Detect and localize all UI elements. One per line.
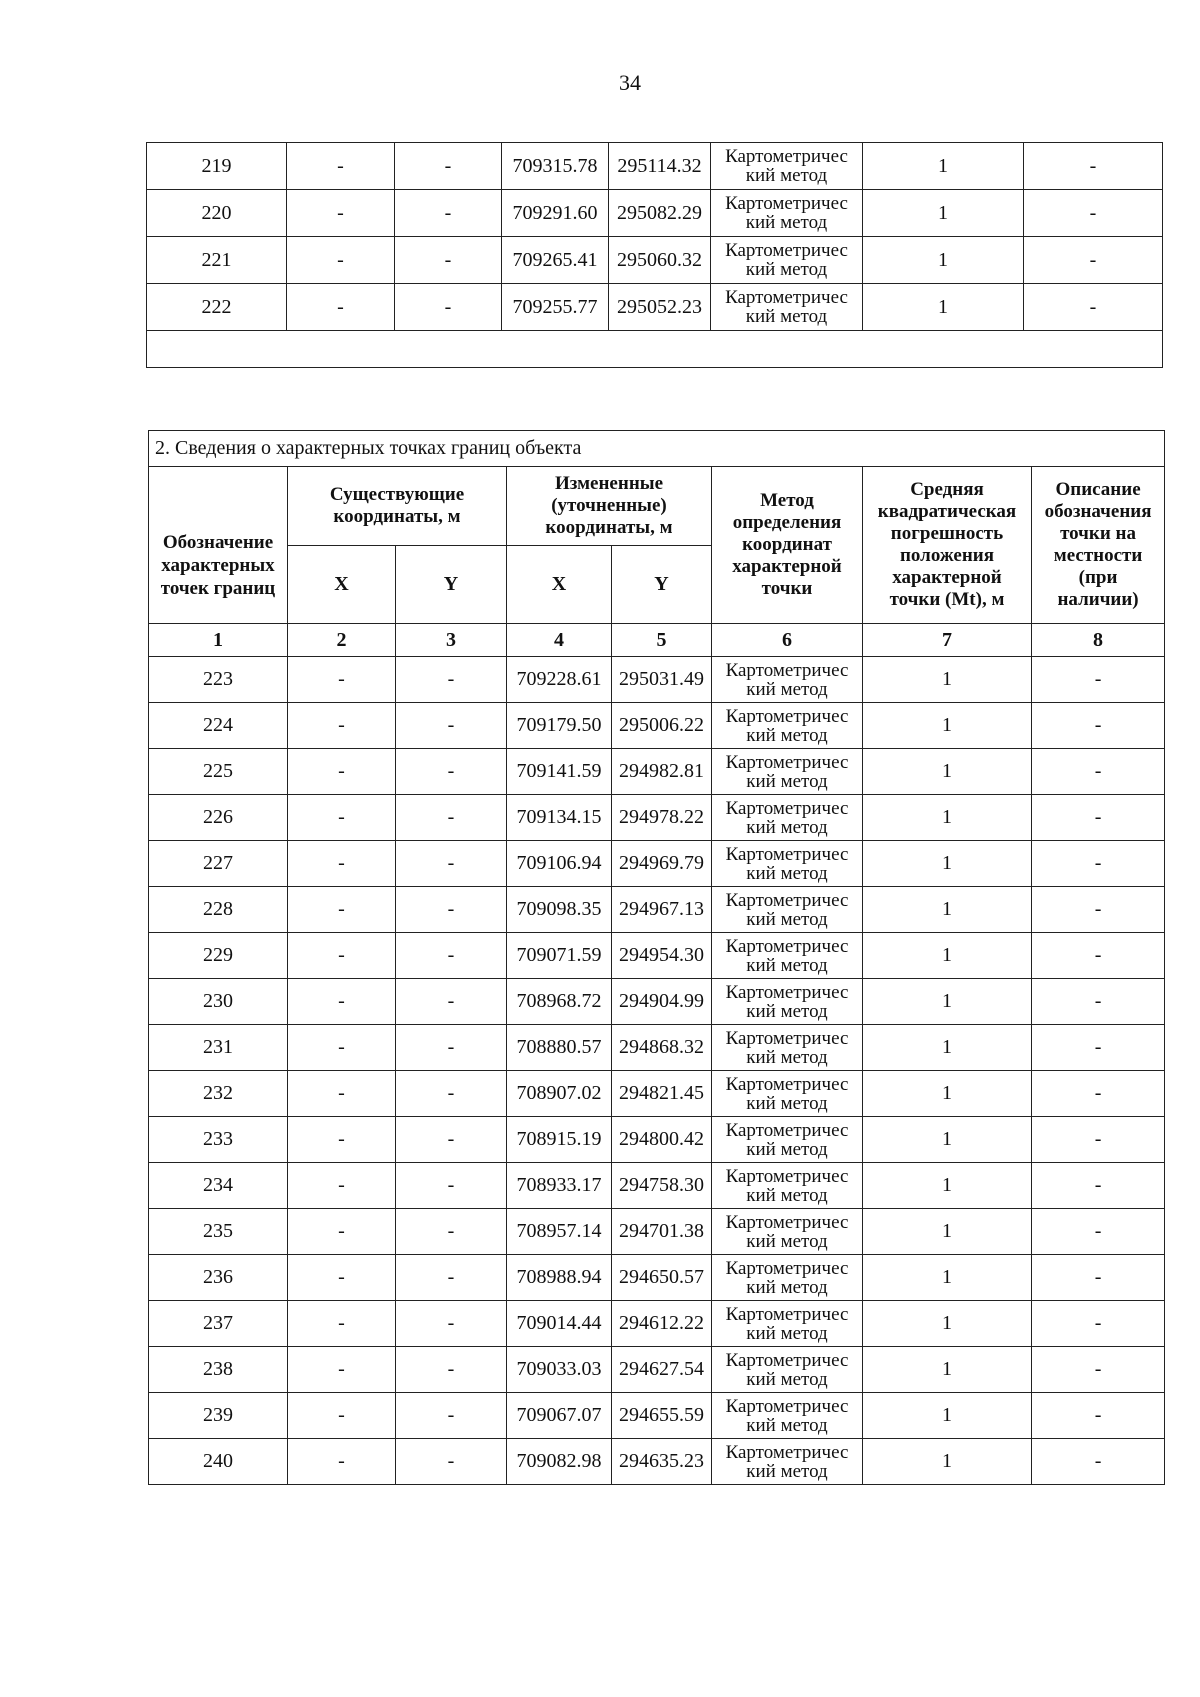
method-cell: Картометричес кий метод bbox=[711, 143, 863, 190]
method-cell: Картометричес кий метод bbox=[712, 1255, 863, 1301]
header-method: Метод определения координат характерной точки bbox=[712, 467, 863, 624]
description-cell: - bbox=[1032, 1393, 1165, 1439]
table-row bbox=[147, 190, 1163, 237]
header-existing-y: Y bbox=[396, 546, 507, 624]
existing-x-cell: - bbox=[288, 703, 396, 749]
description-cell: - bbox=[1032, 933, 1165, 979]
point-number-cell: 233 bbox=[149, 1117, 288, 1163]
x-coordinate-cell: 709291.60 bbox=[502, 190, 609, 237]
existing-y-cell: - bbox=[396, 795, 507, 841]
x-coordinate-cell: 709014.44 bbox=[507, 1301, 612, 1347]
x-coordinate-cell: 709141.59 bbox=[507, 749, 612, 795]
error-cell: 1 bbox=[863, 1439, 1032, 1485]
existing-x-cell: - bbox=[288, 1255, 396, 1301]
x-coordinate-cell: 709098.35 bbox=[507, 887, 612, 933]
y-coordinate-cell: 294821.45 bbox=[612, 1071, 712, 1117]
table-row bbox=[147, 237, 1163, 284]
x-coordinate-cell: 708957.14 bbox=[507, 1209, 612, 1255]
point-number-cell: 240 bbox=[149, 1439, 288, 1485]
column-number: 1 bbox=[149, 624, 288, 657]
table-row bbox=[149, 1117, 1165, 1163]
table-row bbox=[149, 841, 1165, 887]
y-coordinate-cell: 294868.32 bbox=[612, 1025, 712, 1071]
x-coordinate-cell: 708880.57 bbox=[507, 1025, 612, 1071]
table-row bbox=[147, 143, 1163, 190]
header-changed-y: Y bbox=[612, 546, 712, 624]
existing-y-cell: - bbox=[396, 1071, 507, 1117]
y-coordinate-cell: 295060.32 bbox=[609, 237, 711, 284]
error-cell: 1 bbox=[863, 1209, 1032, 1255]
description-cell: - bbox=[1032, 703, 1165, 749]
x-coordinate-cell: 709067.07 bbox=[507, 1393, 612, 1439]
point-number-cell: 229 bbox=[149, 933, 288, 979]
table-row bbox=[149, 1209, 1165, 1255]
point-number-cell: 237 bbox=[149, 1301, 288, 1347]
x-coordinate-cell: 709228.61 bbox=[507, 657, 612, 703]
x-coordinate-cell: 708907.02 bbox=[507, 1071, 612, 1117]
column-number: 3 bbox=[396, 624, 507, 657]
existing-x-cell: - bbox=[287, 284, 395, 331]
existing-x-cell: - bbox=[288, 1301, 396, 1347]
x-coordinate-cell: 709179.50 bbox=[507, 703, 612, 749]
point-number-cell: 219 bbox=[147, 143, 287, 190]
y-coordinate-cell: 294650.57 bbox=[612, 1255, 712, 1301]
error-cell: 1 bbox=[863, 1163, 1032, 1209]
x-coordinate-cell: 709315.78 bbox=[502, 143, 609, 190]
y-coordinate-cell: 295006.22 bbox=[612, 703, 712, 749]
method-cell: Картометричес кий метод bbox=[712, 1347, 863, 1393]
error-cell: 1 bbox=[863, 1025, 1032, 1071]
description-cell: - bbox=[1032, 749, 1165, 795]
method-cell: Картометричес кий метод bbox=[711, 284, 863, 331]
column-number: 8 bbox=[1032, 624, 1165, 657]
method-cell: Картометричес кий метод bbox=[712, 1393, 863, 1439]
existing-x-cell: - bbox=[288, 1393, 396, 1439]
description-cell: - bbox=[1032, 1301, 1165, 1347]
existing-x-cell: - bbox=[288, 1025, 396, 1071]
method-cell: Картометричес кий метод bbox=[712, 657, 863, 703]
error-cell: 1 bbox=[863, 795, 1032, 841]
table-row bbox=[149, 1439, 1165, 1485]
method-cell: Картометричес кий метод bbox=[712, 933, 863, 979]
error-cell: 1 bbox=[863, 933, 1032, 979]
description-cell: - bbox=[1032, 795, 1165, 841]
y-coordinate-cell: 294978.22 bbox=[612, 795, 712, 841]
table-row bbox=[149, 887, 1165, 933]
table-row bbox=[149, 657, 1165, 703]
error-cell: 1 bbox=[863, 1071, 1032, 1117]
existing-y-cell: - bbox=[395, 143, 502, 190]
existing-x-cell: - bbox=[288, 1163, 396, 1209]
empty-row bbox=[147, 331, 1163, 368]
point-number-cell: 230 bbox=[149, 979, 288, 1025]
description-cell: - bbox=[1024, 143, 1163, 190]
y-coordinate-cell: 295052.23 bbox=[609, 284, 711, 331]
header-designation: Обозначение характерных точек границ bbox=[149, 467, 288, 624]
table-row bbox=[149, 1255, 1165, 1301]
existing-y-cell: - bbox=[395, 190, 502, 237]
method-cell: Картометричес кий метод bbox=[712, 1209, 863, 1255]
header-existing-coordinates: Существующие координаты, м bbox=[288, 467, 507, 546]
existing-y-cell: - bbox=[396, 1347, 507, 1393]
y-coordinate-cell: 294612.22 bbox=[612, 1301, 712, 1347]
column-number: 7 bbox=[863, 624, 1032, 657]
description-cell: - bbox=[1032, 1209, 1165, 1255]
table-row bbox=[149, 795, 1165, 841]
method-cell: Картометричес кий метод bbox=[712, 703, 863, 749]
point-number-cell: 239 bbox=[149, 1393, 288, 1439]
column-number: 2 bbox=[288, 624, 396, 657]
existing-x-cell: - bbox=[288, 1071, 396, 1117]
method-cell: Картометричес кий метод bbox=[712, 1025, 863, 1071]
column-number: 4 bbox=[507, 624, 612, 657]
point-number-cell: 232 bbox=[149, 1071, 288, 1117]
point-number-cell: 223 bbox=[149, 657, 288, 703]
error-cell: 1 bbox=[863, 841, 1032, 887]
y-coordinate-cell: 294701.38 bbox=[612, 1209, 712, 1255]
page-number: 34 bbox=[619, 70, 641, 95]
x-coordinate-cell: 708968.72 bbox=[507, 979, 612, 1025]
error-cell: 1 bbox=[863, 284, 1024, 331]
description-cell: - bbox=[1032, 657, 1165, 703]
existing-x-cell: - bbox=[288, 933, 396, 979]
existing-y-cell: - bbox=[396, 1255, 507, 1301]
y-coordinate-cell: 294969.79 bbox=[612, 841, 712, 887]
existing-y-cell: - bbox=[396, 841, 507, 887]
existing-y-cell: - bbox=[396, 1025, 507, 1071]
description-cell: - bbox=[1032, 1347, 1165, 1393]
x-coordinate-cell: 709265.41 bbox=[502, 237, 609, 284]
existing-y-cell: - bbox=[395, 284, 502, 331]
x-coordinate-cell: 708933.17 bbox=[507, 1163, 612, 1209]
header-existing-x: X bbox=[288, 546, 396, 624]
x-coordinate-cell: 709106.94 bbox=[507, 841, 612, 887]
existing-x-cell: - bbox=[288, 749, 396, 795]
existing-x-cell: - bbox=[288, 841, 396, 887]
existing-x-cell: - bbox=[288, 1209, 396, 1255]
method-cell: Картометричес кий метод bbox=[712, 1117, 863, 1163]
existing-y-cell: - bbox=[396, 979, 507, 1025]
error-cell: 1 bbox=[863, 1393, 1032, 1439]
y-coordinate-cell: 294982.81 bbox=[612, 749, 712, 795]
point-number-cell: 234 bbox=[149, 1163, 288, 1209]
error-cell: 1 bbox=[863, 237, 1024, 284]
section-title: 2. Сведения о характерных точках границ объекта bbox=[149, 431, 1165, 467]
existing-y-cell: - bbox=[396, 933, 507, 979]
existing-x-cell: - bbox=[288, 657, 396, 703]
error-cell: 1 bbox=[863, 1301, 1032, 1347]
existing-y-cell: - bbox=[396, 1393, 507, 1439]
existing-y-cell: - bbox=[396, 1117, 507, 1163]
table-row bbox=[149, 933, 1165, 979]
section-title-row bbox=[149, 431, 1165, 467]
table-row bbox=[149, 1071, 1165, 1117]
method-cell: Картометричес кий метод bbox=[712, 1301, 863, 1347]
method-cell: Картометричес кий метод bbox=[712, 841, 863, 887]
table-row bbox=[149, 1347, 1165, 1393]
method-cell: Картометричес кий метод bbox=[712, 749, 863, 795]
method-cell: Картометричес кий метод bbox=[712, 1163, 863, 1209]
method-cell: Картометричес кий метод bbox=[711, 190, 863, 237]
description-cell: - bbox=[1032, 1025, 1165, 1071]
x-coordinate-cell: 709255.77 bbox=[502, 284, 609, 331]
description-cell: - bbox=[1032, 841, 1165, 887]
x-coordinate-cell: 708988.94 bbox=[507, 1255, 612, 1301]
table-row bbox=[149, 1163, 1165, 1209]
point-number-cell: 231 bbox=[149, 1025, 288, 1071]
table-row bbox=[149, 1393, 1165, 1439]
header-description: Описание обозначения точки на местности (при наличии) bbox=[1032, 467, 1165, 624]
existing-x-cell: - bbox=[288, 979, 396, 1025]
continuation-table bbox=[146, 142, 1163, 368]
existing-x-cell: - bbox=[288, 1117, 396, 1163]
header-row-1 bbox=[149, 467, 1165, 546]
x-coordinate-cell: 709082.98 bbox=[507, 1439, 612, 1485]
column-number: 5 bbox=[612, 624, 712, 657]
y-coordinate-cell: 295114.32 bbox=[609, 143, 711, 190]
existing-y-cell: - bbox=[396, 1439, 507, 1485]
existing-x-cell: - bbox=[288, 795, 396, 841]
x-coordinate-cell: 709033.03 bbox=[507, 1347, 612, 1393]
x-coordinate-cell: 709134.15 bbox=[507, 795, 612, 841]
points-table bbox=[148, 430, 1165, 1485]
error-cell: 1 bbox=[863, 1117, 1032, 1163]
description-cell: - bbox=[1032, 1163, 1165, 1209]
header-mean-square-error: Средняя квадратическая погрешность положения характерной точки (Mt), м bbox=[863, 467, 1032, 624]
description-cell: - bbox=[1032, 887, 1165, 933]
method-cell: Картометричес кий метод bbox=[712, 1439, 863, 1485]
table-row bbox=[149, 1025, 1165, 1071]
existing-x-cell: - bbox=[287, 143, 395, 190]
error-cell: 1 bbox=[863, 1347, 1032, 1393]
point-number-cell: 227 bbox=[149, 841, 288, 887]
description-cell: - bbox=[1024, 190, 1163, 237]
existing-y-cell: - bbox=[396, 1301, 507, 1347]
method-cell: Картометричес кий метод bbox=[711, 237, 863, 284]
y-coordinate-cell: 294904.99 bbox=[612, 979, 712, 1025]
point-number-cell: 224 bbox=[149, 703, 288, 749]
method-cell: Картометричес кий метод bbox=[712, 979, 863, 1025]
point-number-cell: 221 bbox=[147, 237, 287, 284]
error-cell: 1 bbox=[863, 749, 1032, 795]
error-cell: 1 bbox=[863, 1255, 1032, 1301]
existing-x-cell: - bbox=[288, 887, 396, 933]
x-coordinate-cell: 708915.19 bbox=[507, 1117, 612, 1163]
y-coordinate-cell: 294800.42 bbox=[612, 1117, 712, 1163]
column-numbers-row bbox=[149, 624, 1165, 657]
error-cell: 1 bbox=[863, 143, 1024, 190]
table-row bbox=[149, 1301, 1165, 1347]
error-cell: 1 bbox=[863, 979, 1032, 1025]
y-coordinate-cell: 294967.13 bbox=[612, 887, 712, 933]
point-number-cell: 222 bbox=[147, 284, 287, 331]
table-row bbox=[147, 284, 1163, 331]
table-row bbox=[149, 749, 1165, 795]
existing-y-cell: - bbox=[396, 749, 507, 795]
x-coordinate-cell: 709071.59 bbox=[507, 933, 612, 979]
existing-x-cell: - bbox=[287, 237, 395, 284]
existing-y-cell: - bbox=[396, 1209, 507, 1255]
point-number-cell: 220 bbox=[147, 190, 287, 237]
existing-x-cell: - bbox=[287, 190, 395, 237]
description-cell: - bbox=[1032, 979, 1165, 1025]
description-cell: - bbox=[1024, 237, 1163, 284]
y-coordinate-cell: 294627.54 bbox=[612, 1347, 712, 1393]
point-number-cell: 225 bbox=[149, 749, 288, 795]
y-coordinate-cell: 294655.59 bbox=[612, 1393, 712, 1439]
method-cell: Картометричес кий метод bbox=[712, 795, 863, 841]
error-cell: 1 bbox=[863, 703, 1032, 749]
table-row bbox=[149, 979, 1165, 1025]
description-cell: - bbox=[1024, 284, 1163, 331]
existing-y-cell: - bbox=[396, 887, 507, 933]
existing-x-cell: - bbox=[288, 1347, 396, 1393]
existing-y-cell: - bbox=[396, 703, 507, 749]
y-coordinate-cell: 295031.49 bbox=[612, 657, 712, 703]
point-number-cell: 236 bbox=[149, 1255, 288, 1301]
y-coordinate-cell: 294758.30 bbox=[612, 1163, 712, 1209]
existing-y-cell: - bbox=[396, 1163, 507, 1209]
point-number-cell: 228 bbox=[149, 887, 288, 933]
existing-y-cell: - bbox=[395, 237, 502, 284]
error-cell: 1 bbox=[863, 887, 1032, 933]
header-changed-coordinates: Измененные (уточненные) координаты, м bbox=[507, 467, 712, 546]
error-cell: 1 bbox=[863, 190, 1024, 237]
header-changed-x: X bbox=[507, 546, 612, 624]
method-cell: Картометричес кий метод bbox=[712, 1071, 863, 1117]
column-number: 6 bbox=[712, 624, 863, 657]
error-cell: 1 bbox=[863, 657, 1032, 703]
description-cell: - bbox=[1032, 1071, 1165, 1117]
description-cell: - bbox=[1032, 1255, 1165, 1301]
y-coordinate-cell: 295082.29 bbox=[609, 190, 711, 237]
point-number-cell: 238 bbox=[149, 1347, 288, 1393]
point-number-cell: 226 bbox=[149, 795, 288, 841]
existing-y-cell: - bbox=[396, 657, 507, 703]
y-coordinate-cell: 294635.23 bbox=[612, 1439, 712, 1485]
point-number-cell: 235 bbox=[149, 1209, 288, 1255]
description-cell: - bbox=[1032, 1439, 1165, 1485]
method-cell: Картометричес кий метод bbox=[712, 887, 863, 933]
y-coordinate-cell: 294954.30 bbox=[612, 933, 712, 979]
existing-x-cell: - bbox=[288, 1439, 396, 1485]
table-row bbox=[149, 703, 1165, 749]
description-cell: - bbox=[1032, 1117, 1165, 1163]
